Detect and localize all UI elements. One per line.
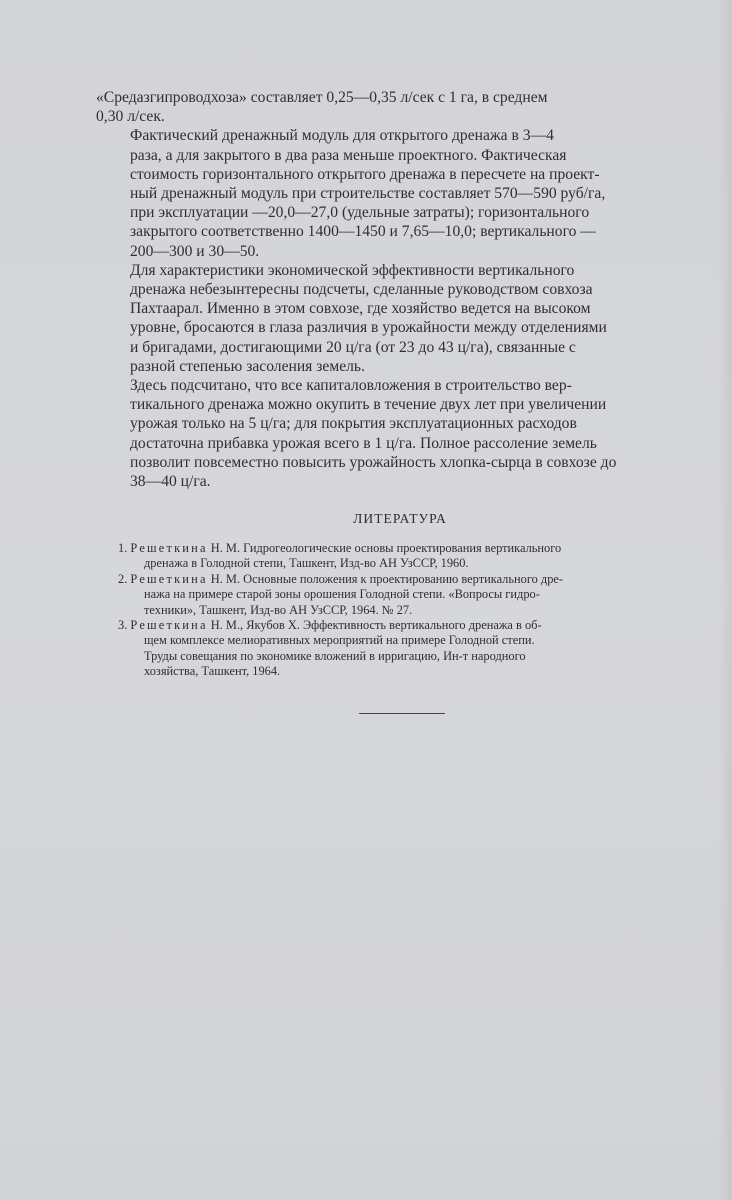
- text-line: и бригадами, достигающими 20 ц/га (от 23 до 43 ц/га), связанные с: [130, 338, 576, 356]
- text-line: уровне, бросаются в глаза различия в урожайности между отделениями: [130, 319, 607, 337]
- reference-first-line: [118, 572, 708, 587]
- text-line: тикального дренажа можно окупить в течение двух лет при увеличении: [130, 396, 607, 414]
- reference-continuation: хозяйства, Ташкент, 1964.: [144, 664, 281, 679]
- text-line: Фактический дренажный модуль для открытого дренажа в 3—4: [130, 127, 554, 145]
- literature-heading: ЛИТЕРАТУРА: [353, 511, 447, 526]
- reference-item: [118, 541, 708, 572]
- reference-first-line: [118, 618, 708, 633]
- text-line: достаточна прибавка урожая всего в 1 ц/га. Полное рассоление земель: [130, 434, 597, 452]
- text-line: 0,30 л/сек.: [96, 108, 165, 126]
- text-line: Пахтаарал. Именно в этом совхозе, где хозяйство ведется на высоком: [130, 300, 591, 318]
- text-line: дренажа небезынтересны подсчеты, сделанные руководством совхоза: [130, 281, 593, 299]
- paragraph: [96, 261, 704, 376]
- reference-continuation: щем комплексе мелиоративных мероприятий на примере Голодной степи.: [144, 633, 535, 648]
- text-line: Здесь подсчитано, что все капиталовложения в строительство вер-: [130, 377, 572, 395]
- text-line: разной степенью засоления земель.: [130, 357, 365, 375]
- reference-text: Н. М. Гидрогеологические основы проектирования вертикального: [210, 541, 562, 555]
- reference-item: [118, 572, 708, 618]
- text-line: раза, а для закрытого в два раза меньше проектного. Фактическая: [130, 146, 567, 164]
- reference-first-line: [118, 541, 708, 556]
- reference-text: Н. М. Основные положения к проектированию вертикального дре-: [210, 571, 564, 586]
- text-line: урожая только на 5 ц/га; для покрытия эксплуатационных расходов: [130, 415, 577, 433]
- end-divider: [359, 713, 445, 714]
- text-line: Для характеристики экономической эффективности вертикального: [130, 261, 575, 279]
- text-line: «Средазгипроводхоза» составляет 0,25—0,35 л/сек с 1 га, в среднем: [96, 89, 548, 106]
- paragraph: [96, 376, 704, 491]
- paragraph: [96, 88, 704, 126]
- paragraph: [96, 126, 704, 260]
- body-text: [96, 88, 704, 491]
- text-line: ный дренажный модуль при строительстве составляет 570—590 руб/га,: [130, 185, 606, 203]
- reference-author: Решеткина: [130, 618, 208, 633]
- reference-author: Решеткина: [130, 541, 208, 555]
- reference-continuation: Труды совещания по экономике вложений в ирригацию, Ин-т народного: [144, 648, 526, 663]
- text-line: закрытого соответственно 1400—1450 и 7,65—10,0; вертикального —: [130, 223, 596, 241]
- text-line: позволит повсеместно повысить урожайность хлопка-сырца в совхозе до: [130, 453, 617, 471]
- text-line: 200—300 и 30—50.: [130, 242, 260, 260]
- reference-text: Н. М., Якубов Х. Эффективность вертикального дренажа в об-: [210, 618, 542, 633]
- text-line: стоимость горизонтального открытого дренажа в пересчете на проект-: [130, 165, 600, 183]
- text-line: 38—40 ц/га.: [130, 473, 211, 491]
- page-edge-shadow: [718, 0, 732, 1200]
- reference-continuation: нажа на примере старой зоны орошения Голодной степи. «Вопросы гидро-: [144, 587, 540, 602]
- reference-number: 3.: [118, 618, 128, 633]
- reference-author: Решеткина: [130, 571, 208, 586]
- reference-number: 1.: [118, 541, 128, 555]
- reference-list: [118, 541, 708, 680]
- reference-item: [118, 618, 708, 680]
- text-line: при эксплуатации —20,0—27,0 (удельные затраты); горизонтального: [130, 204, 590, 222]
- reference-continuation: техники», Ташкент, Изд-во АН УзССР, 1964. № 27.: [144, 602, 413, 617]
- reference-continuation: дренажа в Голодной степи, Ташкент, Изд-во АН УзССР, 1960.: [144, 556, 469, 571]
- reference-number: 2.: [118, 571, 128, 586]
